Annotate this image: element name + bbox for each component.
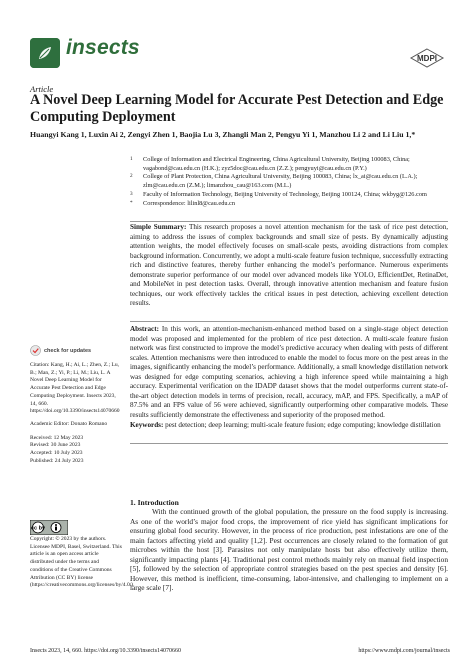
- keywords: [130, 421, 448, 431]
- mdpi-logo: [409, 48, 445, 68]
- simple-summary: [130, 223, 448, 309]
- paper-title: A Novel Deep Learning Model for Accurate Pest Detection and Edge Computing Deployment: [30, 92, 444, 125]
- journal-name: insects: [66, 36, 140, 59]
- footer-citation: Insects 2023, 14, 660. https://doi.org/10.3390/insects14070660: [30, 648, 182, 654]
- affiliation-number: 2: [130, 173, 133, 180]
- copyright-notice: Copyright: © 2023 by the authors. Licensee MDPI, Basel, Switzerland. This article is an open access article distributed under the terms and conditions of the Creative Commons Attribution (CC BY) license (https://creativecommons.org/licenses/by/4.0/).: [30, 536, 135, 589]
- citation: Citation: Kang, H.; Ai, L.; Zhen, Z.; Lu, B.; Man, Z.; Yi, P.; Li, M.; Liu, L. A Novel Deep Learning Model for Accurate Pest Detection and Edge Computing Deployment. Insects 2023, 14, 660. https://doi.org/10.3390/insects14070660: [30, 362, 120, 415]
- received-date: Received: 12 May 2023: [30, 434, 84, 441]
- abstract-text: In this work, an attention-mechanism-enhanced method based on a single-stage object detection model was proposed and implemented for the problem of rice pest detection. A multi-scale feature fusion network was first constructed to improve the model’s predictive accuracy when dealing with pests of different scales. Attention mechanisms were then introduced to enable the model to focus more on the pest areas in the images, significantly enhancing the model’s performance. Additionally, a small knowledge distillation network was designed for edge computing scenarios, achieving a high inference speed while maintaining a high accuracy. Experimental verification on the IDADP dataset shows that the model outperforms current state-of-the-art object detection models in terms of precision, recall, accuracy, mAP, and FPS. Specifically, a mAP of 87.5% and an FPS value of 56 were achieved, significantly outperforming other comparative models. These results sufficiently demonstrate the effectiveness and superiority of the proposed method.: [130, 325, 448, 419]
- published-date: Published: 24 July 2023: [30, 457, 84, 464]
- accepted-date: Accepted: 10 July 2023: [30, 450, 83, 457]
- affiliation-number: 3: [130, 190, 133, 197]
- journal-logo: [30, 38, 60, 68]
- footer-journal-link[interactable]: https://www.mdpi.com/journal/insects: [358, 648, 450, 654]
- history-dates: [30, 435, 122, 466]
- cc-license-badge[interactable]: [30, 520, 68, 535]
- affiliation-number: *: [130, 199, 133, 206]
- affiliation-number: 1: [130, 156, 133, 162]
- affiliation-item: [130, 191, 460, 200]
- publisher-name: MDPI: [417, 54, 437, 63]
- cc-badge-label: cc by: [30, 525, 46, 532]
- affiliation-item: [130, 156, 460, 173]
- check-updates-label: check for updates: [44, 347, 92, 354]
- keywords-label: Keywords:: [130, 421, 164, 429]
- divider: [130, 221, 448, 222]
- section-heading: 1. Introduction: [130, 498, 179, 507]
- check-for-updates-badge[interactable]: [30, 345, 91, 356]
- revised-date: Revised: 30 June 2023: [30, 442, 81, 449]
- affiliation-item: [130, 173, 460, 190]
- author-list: Huangyi Kang 1, Luxin Ai 2, Zengyi Zhen 1, Baojia Lu 3, Zhangli Man 2, Pengyu Yi 1, Manzhou Li 2 and Li Liu 1,*: [30, 130, 416, 139]
- affiliation-text: College of Plant Protection, China Agricultural University, Beijing 100083, China; lx_ai@cau.edu.cn (L.A.); zlm@cau.edu.cn (Z.M.); limanzhou_cau@163.com (M.L.): [143, 173, 418, 190]
- article-type: Article: [30, 84, 54, 94]
- article-info: [30, 362, 122, 470]
- keywords-text: pest detection; deep learning; multi-scale feature fusion; edge computing; knowledge distillation: [165, 421, 441, 429]
- affiliation-text: Correspondence: lilinl8@cau.edu.cn: [143, 199, 236, 207]
- affiliation-text: Faculty of Information Technology, Beijing University of Technology, Beijing 100124, China; wkbyg@126.com: [143, 190, 427, 198]
- divider: [130, 443, 448, 444]
- academic-editor: Academic Editor: Donato Romano: [30, 420, 108, 427]
- simple-summary-label: Simple Summary:: [130, 223, 187, 231]
- abstract: [130, 325, 448, 420]
- affiliation-item: [130, 200, 460, 209]
- affiliation-text: College of Information and Electrical Engineering, China Agricultural University, Beijing 100083, China; vagabond@cau.edu.cn (H.K.); zyz5doc@cau.edu.cn (Z.Z.); pengyuyi@cau.edu.cn (P.Y.): [143, 156, 410, 172]
- affiliations: [130, 156, 460, 208]
- simple-summary-text: This research proposes a novel attention mechanism for the task of rice pest detection, aiming to address the issues of complex backgrounds and small size of pests. By dynamically adjusting attention weights, the model effectively focuses on small-scale pests, avoiding distractions from complex background information. Concurrently, we adopt a multi-scale feature fusion technique, successfully extracting rich and distinctive features, thereby further enhancing the model’s performance. Numerous experiments demonstrate superior performance of our model over advanced models like YOLO, EfficientDet, RetinaDet, and MobileNet in pest detection tasks. Overall, through innovative attention mechanism and feature fusion techniques, our work effectively tackles the critical issues in pest detection, achieving excellent detection results.: [130, 223, 448, 308]
- check-updates-icon: [30, 345, 41, 356]
- introduction-text: With the continued growth of the global population, the pressure on the food supply is increasing. As one of the world’s major food crops, the improvement of rice yield has significant implications for ensuring global food security. However, in the process of rice production, pest infestations are one of the main factors affecting yield and quality [1,2]. Pest occurrences are closely related to the formation of gut microbes within the host [3]. Parasites not only manipulate hosts but also effectively utilize them, significantly impacting plants [4]. Traditional pest control methods mainly rely on manual field inspection [5], followed by the selection of appropriate control strategies based on the pest species and density [6]. However, this method is inefficient, time-consuming, labor-intensive, and challenging to implement on a large scale [7].: [130, 507, 448, 593]
- divider: [130, 321, 448, 322]
- abstract-label: Abstract:: [130, 325, 159, 333]
